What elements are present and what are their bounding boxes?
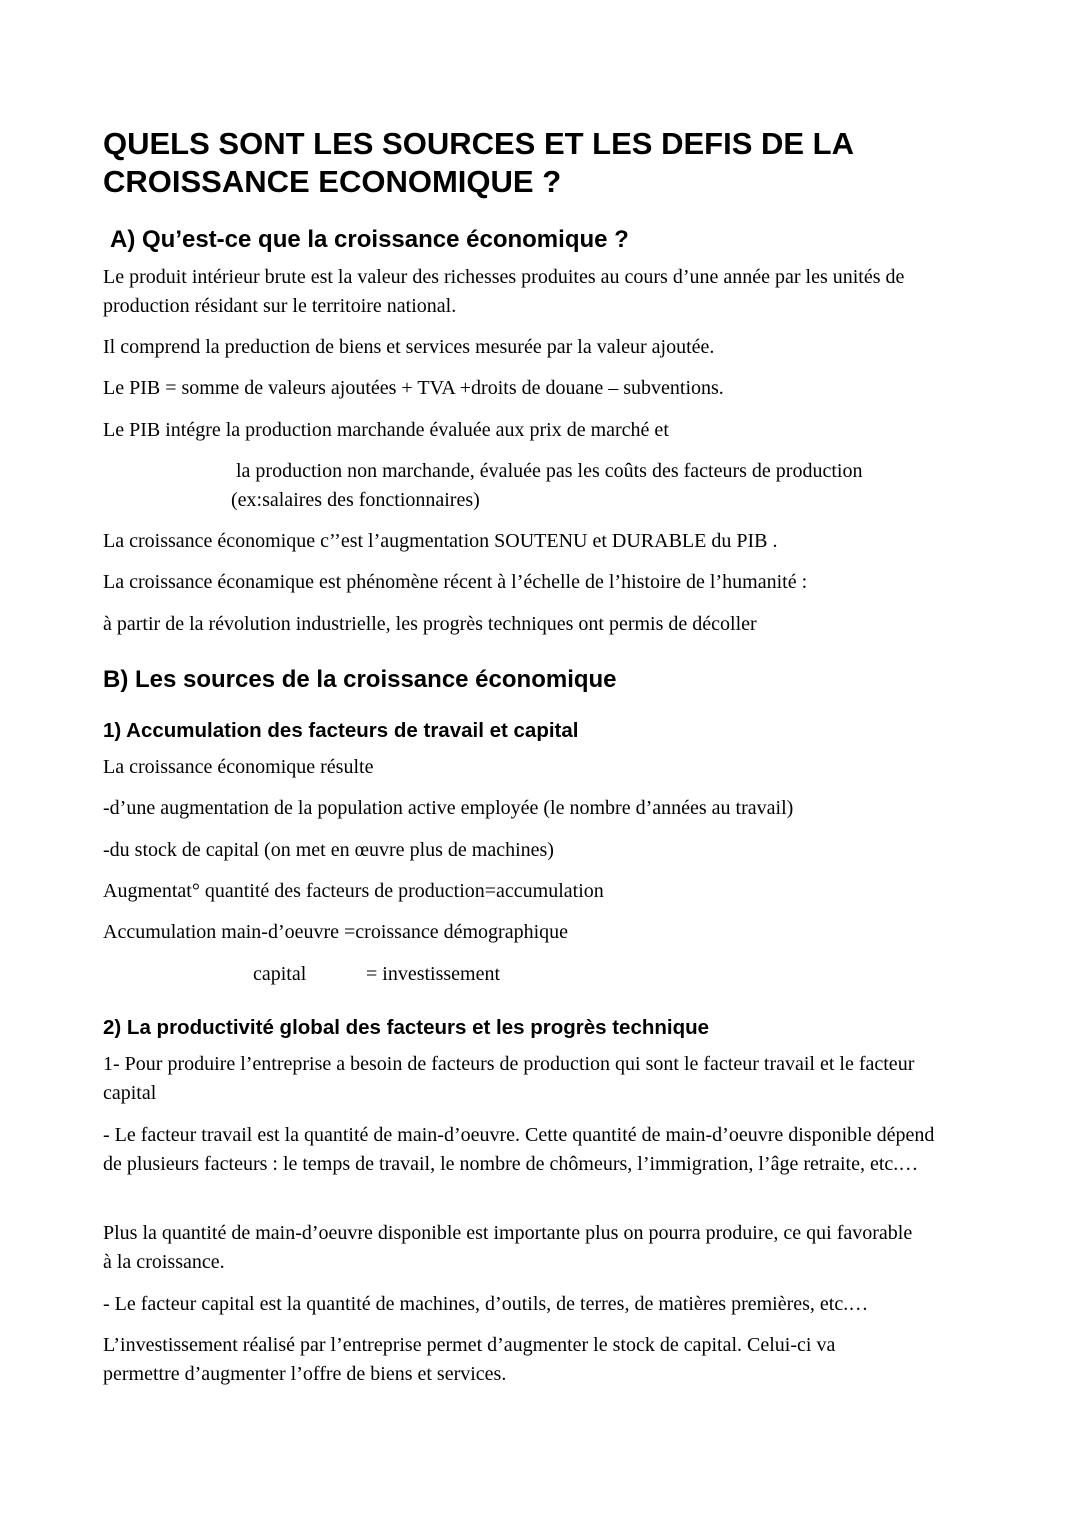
section-b-heading: B) Les sources de la croissance économique <box>103 666 617 693</box>
paragraph-pib-example: (ex:salaires des fonctionnaires) <box>231 489 480 511</box>
paragraph-accumulation: Augmentat° quantité des facteurs de production=accumulation <box>103 880 604 902</box>
paragraph-pib-marchande: Le PIB intégre la production marchande évaluée aux prix de marché et <box>103 419 669 441</box>
paragraph-pib-formula: Le PIB = somme de valeurs ajoutées + TVA +droits de douane – subventions. <box>103 377 724 399</box>
paragraph-facteur-travail: - Le facteur travail est la quantité de main-d’oeuvre. Cette quantité de main-d’oeuvre disponible dépend de plusieurs facteurs : le temps de travail, le nombre de chômeurs, l’immigration, l’âge retraite, etc.… <box>103 1124 935 1175</box>
paragraph-population-active: -d’une augmentation de la population active employée (le nombre d’années au travail) <box>103 797 794 819</box>
paragraph-pib-definition: Le produit intérieur brute est la valeur des richesses produites au cours d’une année par les unités de production résidant sur le territoire national. <box>103 266 905 317</box>
paragraph-croissance-recente: La croissance éconamique est phénomène récent à l’échelle de l’histoire de l’humanité : <box>103 571 808 593</box>
paragraph-croissance-definition: La croissance économique c’’est l’augmentation SOUTENU et DURABLE du PIB . <box>103 530 778 552</box>
paragraph-accumulation-main-oeuvre: Accumulation main-d’oeuvre =croissance démographique <box>103 921 568 943</box>
paragraph-main-oeuvre-croissance: Plus la quantité de main-d’oeuvre disponible est importante plus on pourra produire, ce qui favorable à la croissance. <box>103 1222 913 1273</box>
subsection-2-heading: 2) La productivité global des facteurs et les progrès technique <box>103 1016 710 1039</box>
paragraph-croissance-resulte: La croissance économique résulte <box>103 756 374 778</box>
subsection-1-heading: 1) Accumulation des facteurs de travail et capital <box>103 719 579 742</box>
paragraph-investissement: L’investissement réalisé par l’entreprise permet d’augmenter le stock de capital. Celui-ci va permettre d’augmenter l’offre de biens et services. <box>103 1334 836 1385</box>
paragraph-pib-non-marchande: la production non marchande, évaluée pas les coûts des facteurs de production <box>236 460 863 482</box>
capital-investissement: = investissement <box>366 963 501 985</box>
document-title <box>103 125 1003 201</box>
paragraph-stock-capital: -du stock de capital (on met en œuvre plus de machines) <box>103 839 554 861</box>
capital-label: capital <box>253 963 307 985</box>
paragraph-revolution-industrielle: à partir de la révolution industrielle, les progrès techniques ont permis de décoller <box>103 613 757 635</box>
paragraph-facteur-capital: - Le facteur capital est la quantité de machines, d’outils, de terres, de matières premières, etc.… <box>103 1293 869 1315</box>
title-line-2: CROISSANCE ECONOMIQUE ? <box>103 164 562 199</box>
paragraph-facteurs-production: 1- Pour produire l’entreprise a besoin de facteurs de production qui sont le facteur travail et le facteur capital <box>103 1053 915 1104</box>
title-line-1: QUELS SONT LES SOURCES ET LES DEFIS DE LA <box>103 126 854 161</box>
paragraph-pib-composition: Il comprend la preduction de biens et services mesurée par la valeur ajoutée. <box>103 336 715 358</box>
section-a-heading: A) Qu’est-ce que la croissance économique ? <box>110 226 629 253</box>
